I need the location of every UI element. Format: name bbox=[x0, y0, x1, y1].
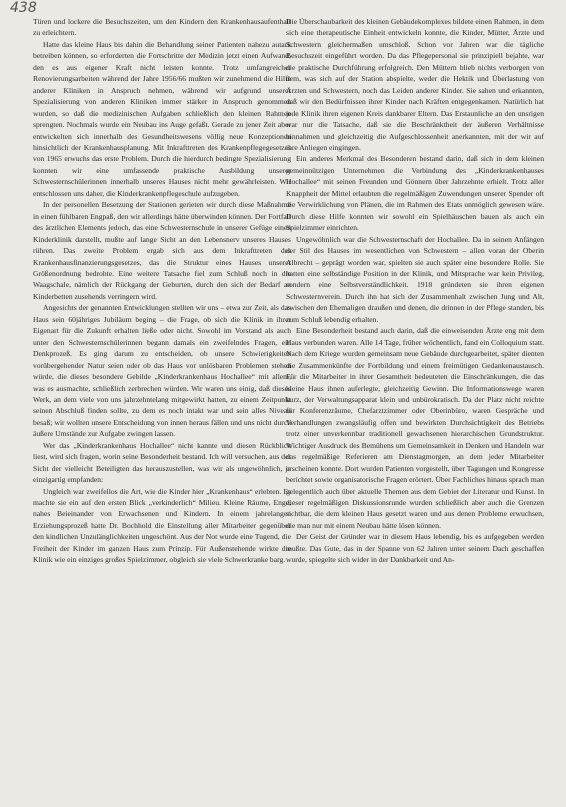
paragraph: Ungleich war zweifellos die Art, wie die Kinder hier „Krankenhaus“ erlebten. Es machte sie ein auf den ersten Blick „verkinderlich“ Milieu. Kleine Räume, Enge, nahes Beieinander von Erwachsenen und Kindern. In einem jahrelangen Erziehungsprozeß hatte Dr. Bochhold die Einstellung aller Mitarbeiter gegenüber den kindlichen Unzulänglichkeiten ungeschönt. Aus der Not wurde eine Tugend, die Freiheit der Kinder im ganzen Haus zum Prinzip. Für Außenstehende wirkte die Klinik wie ein einziges großes Spielzimmer, obgleich sie viele Schwerkranke barg. bbox=[33, 486, 291, 565]
paragraph: Der Geist der Gründer war in diesem Haus lebendig, bis es aufgegeben werden mußte. Das Gute, das in der Spanne von 62 Jahren unter seinem Dach geschaffen wurde, spiegelte sich wider in der Dankbarkeit und An- bbox=[286, 532, 544, 565]
paragraph: In der personellen Besetzung der Stationen gerieten wir durch diese Maßnahme in einen fühlbaren Engpaß, den wir allerdings hätte überwinden können. Der Fortfall des ärztlichen Elements jedoch, das eine Schwesternschule in unserer Gefüge einen Kinderklinik darstellt, mußte auf lange Sicht an den Lebensnerv unseres Hauses rühren. Das zweite Problem ergab sich aus dem Inkrafttreten des Krankenhausfinanzierungsgesetzes, das die Struktur eines Hauses unserer Größenordnung bedrohte. Eine weitere Tatsache fiel zum Schluß noch in die Waagschale, nämlich der Rückgang der Geburten, durch den sich der Bedarf an Kinderbetten zusehends verringern wird. bbox=[33, 200, 291, 301]
paragraph: Eine Besonderheit bestand auch darin, daß die einweisenden Ärzte eng mit dem Haus verbunden waren. Alle 14 Tage, früher wöchentlich, fand ein Colloquium statt. Nach dem Kriege wurden gemeinsam neue Gebäude durchgearbeitet, später dienten die Zusammenkünfte der Fortbildung und einem freimütigen Gedankenaustausch. Für die Mitarbeiter in ihrer Gesamtheit bedeuteten die Einschränkungen, die das kleine Haus ihnen auferlegte, gleichzeitig Gewinn. Die Informationswege waren kurz, der Verwaltungsapparat klein und unbürokratisch. Da der Platz nicht reichte für Konferenzräume, Chefarztzimmer oder Oberinbüro, waren Gespräche und Verhandlungen zwangsläufig offen und bewirkten Durchsichtigkeit des Betriebs trotz einer unverkennbar traditionell gewachsenen hierarchischen Grundstruktur. Wichtiger Ausdruck des Bemühens um Gemeinsamkeit in Denken und Handeln war das regelmäßige Referieren am Dienstagmorgen, an dem jeder Mitarbeiter erscheinen konnte. Dort wurden Patienten vorgestellt, über Tagungen und Kongresse berichtet sowie organisatorische Fragen erörtert. Über Fachliches hinaus sprach man gelegentlich auch über aktuelle Themen aus dem Gebiet der Literatur und Kunst. In dieser regelmäßigen Diskussionsrunde wurden schließlich aber auch die Grenzen sichtbar, die dem kleinen Haus gesetzt waren und aus denen Probleme erwuchsen, die man nur mit einem Neubau hätte lösen können. bbox=[286, 326, 544, 530]
right-text-column bbox=[286, 16, 544, 802]
paragraph: Die Überschaubarkeit des kleinen Gebäudekomplexes bildete einen Rahmen, in dem sich eine therapeutische Einheit entwickeln konnte, die Kinder, Mütter, Ärzte und Schwestern gleichermaßen umschloß. Schon vor Jahren war die tägliche Besuchszeit eingeführt worden. Da das Pflegepersonal sie prinzipiell bejahte, war die praktische Durchführung erfolgreich. Den Müttern blieb nichts verborgen von dem, was sich auf der Station abspielte, weder die Hektik und Überlastung von Ärzten und Schwestern, noch das Leiden anderer Kinder. Sie sahen und erkannten, daß wir den Bedürfnissen ihrer Kinder nach Kräften entgegenkamen. Natürlich hat jede Klinik ihren eigenen Kreis dankbarer Eltern. Das Erstaunliche an den unsrigen war nur die Tatsache, daß sie die Beschränktheit der äußeren Verhältnisse hinnahmen und gleichzeitig die Aufgeschlossenheit anerkannten, mit der wir auf ihre Anliegen eingingen. bbox=[286, 17, 544, 152]
page-number: 438 bbox=[10, 0, 37, 16]
paragraph: Ein anderes Merkmal des Besonderen bestand darin, daß sich in dem kleinen gemeinnützigen Unternehmen die Verbindung des „Kinderkrankenhauses Hochallee“ mit seinen Freunden und Gönnern über Jahrzehnte erhielt. Trotz aller Knappheit der Mittel erlaubten die regelmäßigen Zuwendungen unserer Spender oft die Verwirklichung von Plänen, die im Rahmen des Etats unmöglich gewesen wäre. Durch diese Hilfe konnten wir sowohl ein Spielhäuschen bauen als auch ein Spielzimmer einrichten. bbox=[286, 154, 544, 233]
paragraph: Hatte das kleine Haus bis dahin die Behandlung seiner Patienten nahezu autark betreiben können, so erforderten die Fortschritte der Medizin jetzt einen Aufwand, den es aus eigener Kraft nicht leisten konnte. Trotz umfangreicher Renovierungsarbeiten während der Jahre 1956/66 mußten wir zunehmend die Hilfe anderer Kliniken in Anspruch nehmen, während wir aufgrund unserer Spezialisierung von anderen Kliniken immer stärker in Anspruch genommen wurden, so daß die medizinischen Aufgaben schließlich den kleinen Rahmen sprengten. Nochmals wurde ein Neubau ins Auge gefaßt. Gerade zu jener Zeit aber entwickelten sich innerhalb des Gesundheitswesens völlig neue Konzeptionen hinsichtlich der Krankenhausplanung. Mit Inkrafttreten des Krankenpflegegesetzes von 1965 erwuchs das erste Problem. Durch die hierdurch bedingte Spezialisierung konnten wir eine umfassende praktische Ausbildung unserer Schwesternschülerinnen innerhalb unseres Hauses nicht mehr gewährleisten. Wir entschlossen uns daher, die Kinderkrankenpflegeschule aufzugeben. bbox=[33, 39, 291, 198]
paragraph: Angesichts der genannten Entwicklungen stellten wir uns – etwa zur Zeit, als das Haus sein 60jähriges Jubiläum beging – die Frage, ob sich die Klinik in ihrer Eigenart für die Zukunft erhalten ließe oder nicht. Sowohl im Vorstand als auch unter den Schwesternschülerinnen begann damals ein zweifelndes Fragen, ein Denkprozeß. Es ging darum zu entscheiden, ob unsere Schwierigkeiten vorübergehender Natur seien oder ob das Haus vor unlösbaren Problemen stehen würde, die dieses besondere Gebilde „Kinderkrankenhaus Hochallee“ mit allem, was es ausmachte, schließlich zerbrechen würden. Wir waren uns einig, daß dieses Werk, an dem viele von uns jahrzehntelang mitgewirkt hatten, zu einem Zeitpunkt seinen Abschluß finden sollte, zu dem es noch intakt war und sein alles Niveau besaß; wir wollten unsere Entscheidung von innen heraus fällen und uns nicht durch äußere Umstände zur Aufgabe zwingen lassen. bbox=[33, 303, 291, 439]
paragraph: Wer das „Kinderkrankenhaus Hochallee“ nicht kannte und diesen Rückblick liest, wird sich fragen, worin seine Besonderheit bestand. Ich will versuchen, aus der Sicht der vielleicht Beteiligten das herauszustellen, was wir als ungewöhnlich, ja einzigartig empfanden: bbox=[33, 440, 291, 485]
paragraph: Türen und lockere die Besuchszeiten, um den Kindern den Krankenhausaufenthalt zu erleichtern. bbox=[33, 17, 291, 38]
paragraph: Ungewöhnlich war die Schwesternschaft der Hochallee. Da in seinen Anfängen der Stil des Hauses im wesentlichen von Schwestern – allen voran der Oberin Albrecht – geprägt worden war, spielten sie auch später eine besondere Rolle. Sie hatten eine selbständige Position in der Klinik, und Mitsprache war kein Privileg, sondern eine Selbstverständlichkeit. 1918 gründeten sie ihren eigenen Schwesternverein. Durch ihn hat sich der Zusammenhalt zwischen Jung und Alt, zwischen den Ehemaligen draußen und denen, die drinnen in der Pflege standen, bis zum Schluß lebendig erhalten. bbox=[286, 234, 544, 324]
left-text-column bbox=[33, 16, 291, 802]
